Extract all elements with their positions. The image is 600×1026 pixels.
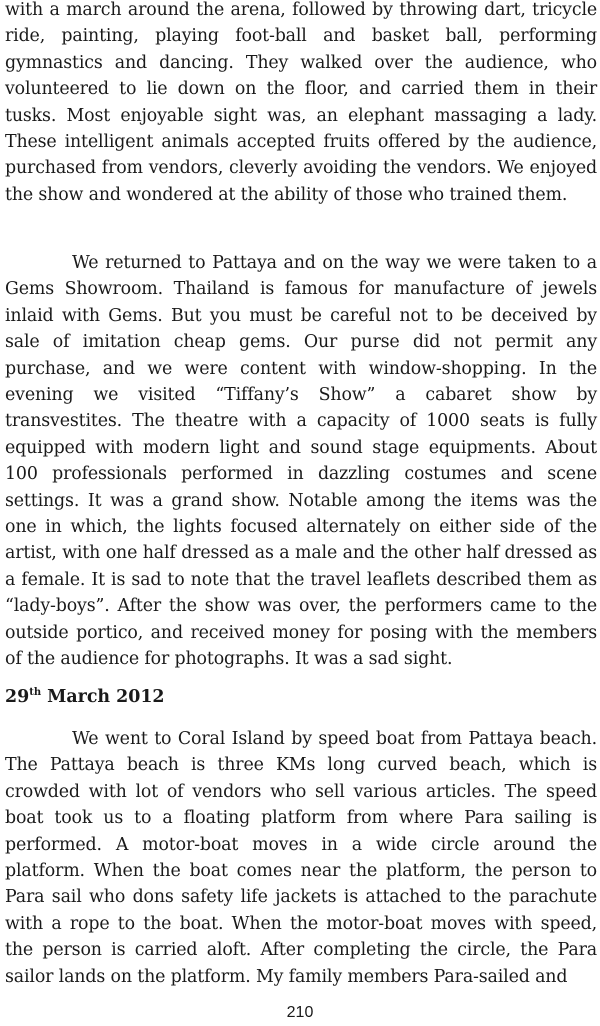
paragraph-coral-island: We went to Coral Island by speed boat from Pattaya beach. The Pattaya beach is three KMs long curved beach, which is crowded with lot of vendors who sell various articles. The speed boat took us to a floating platform from where Para sailing is performed. A motor-boat moves in a wide circle around the platform. When the boat comes near the platform, the person to Para sail who dons safety life jackets is attached to the parachute with a rope to the boat. When the motor-boat moves with speed, the person is carried aloft. After completing the circle, the Para sailor lands on the platform. My family members Para-sailed and <box>5 729 597 987</box>
date-heading-day: 29 <box>5 687 30 707</box>
date-heading-month-year: March 2012 <box>41 687 165 707</box>
date-heading-suffix: th <box>29 687 42 698</box>
page-number: 210 <box>286 1004 314 1021</box>
paragraph-elephant-show: with a march around the arena, followed by throwing dart, tricycle ride, painting, playing foot-ball and basket ball, performing gymnastics and dancing. They walked over the audience, who volunteered to lie down on the floor, and carried them in their tusks. Most enjoyable sight was, an elephant massaging a lady. These intelligent animals accepted fruits offered by the audience, purchased from vendors, cleverly avoiding the vendors. We enjoyed the show and wondered at the ability of those who trained them. <box>5 0 597 205</box>
paragraph-gems-and-tiffany-show: We returned to Pattaya and on the way we were taken to a Gems Showroom. Thailand is famous for manufacture of jewels inlaid with Gems. But you must be careful not to be deceived by sale of imitation cheap gems. Our purse did not permit any purchase, and we were content with window-shopping. In the evening we visited “Tiffany’s Show” a cabaret show by transvestites. The theatre with a capacity of 1000 seats is fully equipped with modern light and sound stage equipments. About 100 professionals performed in dazzling costumes and scene settings. It was a grand show. Notable among the items was the one in which, the lights focused alternately on either side of the artist, with one half dressed as a male and the other half dressed as a female. It is sad to note that the travel leaflets described them as “lady-boys”. After the show was over, the performers came to the outside portico, and received money for posing with the members of the audience for photographs. It was a sad sight. <box>5 253 597 670</box>
date-heading <box>5 685 165 712</box>
